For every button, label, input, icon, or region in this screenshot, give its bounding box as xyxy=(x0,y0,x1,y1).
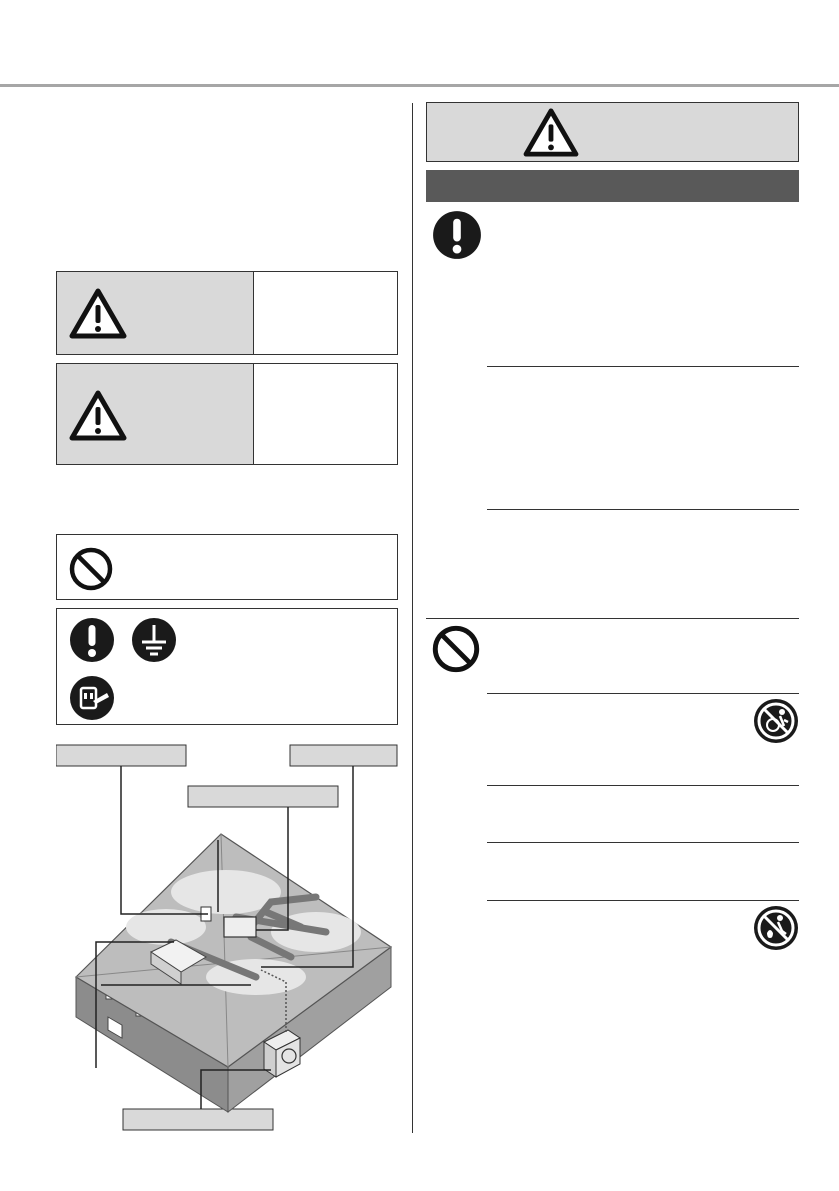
item-divider-5 xyxy=(487,842,799,843)
header-rule xyxy=(0,84,839,87)
caution-level-icon-cell xyxy=(57,364,254,464)
warning-triangle-icon xyxy=(523,108,579,158)
item-divider-6 xyxy=(487,900,799,901)
unplug-icon xyxy=(69,675,115,721)
mandatory-exclamation-icon xyxy=(432,210,482,260)
item-divider-3 xyxy=(487,693,799,694)
diagram-label-4 xyxy=(123,1109,273,1130)
section-title xyxy=(426,178,436,194)
warning-triangle-icon xyxy=(69,288,127,340)
item-divider-4 xyxy=(487,785,799,786)
item-divider-1 xyxy=(487,366,799,367)
installation-diagram xyxy=(56,742,401,1136)
warning-triangle-icon xyxy=(69,390,127,442)
mandatory-legend-box xyxy=(56,608,398,725)
no-water-hand-icon xyxy=(753,905,799,951)
warning-level-icon-cell xyxy=(57,272,254,354)
warning-header-box xyxy=(426,102,799,162)
mandatory-exclamation-icon xyxy=(69,617,115,663)
prohibited-icon xyxy=(432,625,480,673)
section-divider xyxy=(426,618,799,619)
prohibited-icon xyxy=(69,547,113,591)
section-title-bar xyxy=(426,170,799,202)
diagram-label-2 xyxy=(290,745,397,766)
diagram-label-1 xyxy=(56,745,186,766)
diagram-label-3 xyxy=(188,786,338,807)
ground-symbol-icon xyxy=(131,617,177,663)
no-touching-moving-parts-icon xyxy=(753,698,799,744)
warning-level-box-1 xyxy=(56,271,398,355)
warning-level-box-2 xyxy=(56,363,398,465)
prohibited-legend-box xyxy=(56,534,398,600)
column-divider xyxy=(412,103,413,1133)
item-divider-2 xyxy=(487,509,799,510)
